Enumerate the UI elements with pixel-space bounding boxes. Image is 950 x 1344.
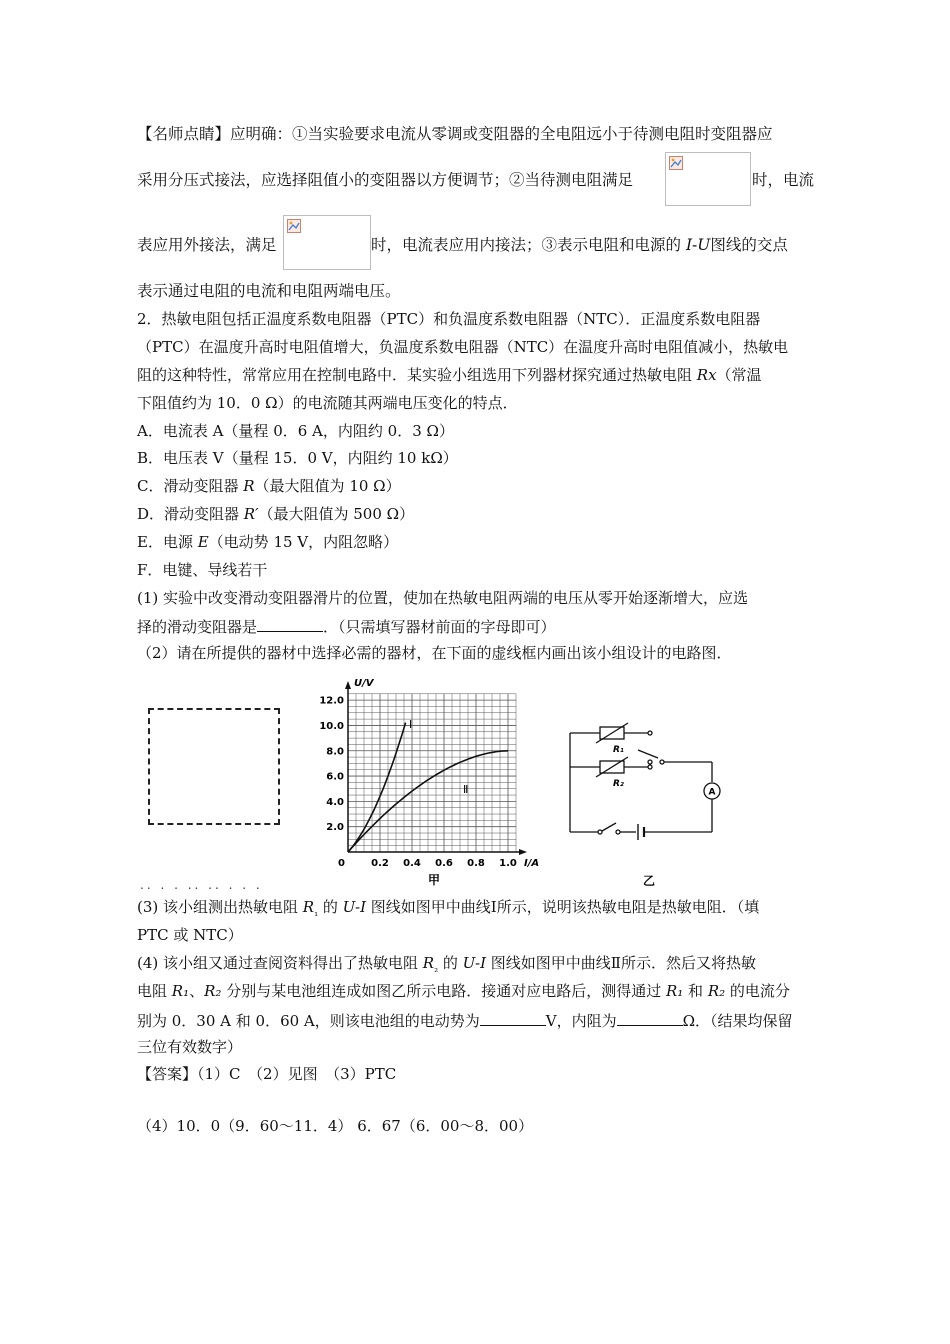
y-axis-label: U/V — [354, 678, 374, 689]
x-tick-label: 0.8 — [467, 858, 485, 869]
answer-blank-1[interactable] — [257, 615, 323, 632]
option-f: F．电键、导线若干 — [137, 561, 268, 579]
formula-image-2 — [283, 215, 371, 270]
broken-image-icon — [287, 219, 301, 233]
y-tick-label: 4.0 — [326, 796, 344, 808]
dashed-drawing-box[interactable] — [148, 708, 280, 825]
sub-question-1-line-2: 择的滑动变阻器是 ．（只需填写器材前面的字母即可） — [137, 615, 556, 637]
answer-blank-emf[interactable] — [480, 1009, 546, 1026]
answer-line-2: （4）10．0（9．60～11．4） 6．67（6．00～8．00） — [137, 1117, 534, 1135]
x-axis-label: I/A — [524, 858, 540, 869]
answer-line-1: 【答案】（1）C （2）见图 （3）PTC — [137, 1065, 397, 1083]
circuit-caption: 乙 — [643, 874, 656, 888]
circuit-diagram — [560, 720, 730, 892]
origin-label: 0 — [338, 858, 345, 869]
question-line-1: 2．热敏电阻包括正温度系数电阻器（PTC）和负温度系数电阻器（NTC）．正温度系数电阻器 — [137, 310, 761, 328]
y-tick-label: 10.0 — [319, 720, 344, 732]
selector-switch — [648, 760, 652, 764]
option-c: C．滑动变阻器 R（最大阻值为 10 Ω） — [137, 477, 401, 495]
curve-2-label: Ⅱ — [463, 783, 469, 796]
x-tick-label: 1.0 — [499, 858, 517, 869]
note-line-2: 采用分压式接法，应选择阻值小的变阻器以方便调节；②当待测电阻满足 — [137, 171, 634, 189]
question-line-2: （PTC）在温度升高时电阻值增大，负温度系数电阻器（NTC）在温度升高时电阻值减小，热敏电 — [137, 338, 789, 356]
main-switch — [598, 830, 602, 834]
note-line-2-tail: 时，电流 — [752, 171, 815, 189]
note-line-3: 表应用外接法，满足 — [137, 236, 277, 254]
ammeter-label: A — [708, 787, 716, 798]
y-tick-label: 12.0 — [319, 695, 344, 707]
y-axis-arrow — [345, 681, 351, 689]
sub-question-4-line-2: 电阻 R₁、R₂ 分别与某电池组连成如图乙所示电路．接通对应电路后，测得通过 R₁ 和 R₂ 的电流分 — [137, 982, 790, 1000]
option-d: D．滑动变阻器 R′（最大阻值为 500 Ω） — [137, 505, 415, 523]
x-tick-label: 0.4 — [403, 858, 421, 869]
sub-question-3-line-1: (3) 该小组测出热敏电阻 $R_{_1}$ 的 U-I 图线如图甲中曲线Ⅰ所示，说明该热敏电阻是热敏电阻．（填 — [137, 898, 760, 919]
dot-marks: .. . . .. .. . . . — [140, 878, 263, 892]
formula-image-1 — [665, 152, 751, 206]
sub-question-4-line-4: 三位有效数字） — [137, 1038, 243, 1056]
x-tick-label: 0.6 — [435, 858, 453, 869]
x-tick-label: 0.2 — [371, 858, 389, 869]
broken-image-icon — [669, 156, 683, 170]
answer-blank-resistance[interactable] — [617, 1009, 683, 1026]
sub-question-4-line-3: 别为 0．30 A 和 0．60 A，则该电池组的电动势为 V，内阻为 Ω．（结果均保留 — [137, 1009, 793, 1031]
sub-question-4-line-1: (4) 该小组又通过查阅资料得出了热敏电阻 $R_{_2}$ 的 U-I 图线如图甲中曲线Ⅱ所示．然后又将热敏 — [137, 954, 756, 975]
question-line-4: 下阻值约为 10．0 Ω）的电流随其两端电压变化的特点． — [137, 394, 518, 412]
note-line-1: 【名师点睛】应明确：①当实验要求电流从零调或变阻器的全电阻远小于待测电阻时变阻器应 — [137, 125, 773, 143]
sub-question-1-line-1: (1) 实验中改变滑动变阻器滑片的位置，使加在热敏电阻两端的电压从零开始逐渐增大，应选 — [137, 589, 749, 607]
graph-caption: 甲 — [428, 873, 441, 887]
curve-1-label: Ⅰ — [409, 718, 413, 731]
graph-grid — [348, 694, 516, 852]
y-tick-label: 6.0 — [326, 771, 344, 783]
x-axis-arrow — [519, 849, 527, 855]
r1-label: R₁ — [613, 745, 624, 755]
sub-question-3-line-2: PTC 或 NTC） — [137, 926, 243, 944]
option-e: E．电源 E（电动势 15 V，内阻忽略） — [137, 533, 399, 551]
y-tick-label: 2.0 — [326, 822, 344, 834]
option-b: B．电压表 V（量程 15．0 V，内阻约 10 kΩ） — [137, 449, 458, 467]
note-line-3-tail: 时，电流表应用内接法；③表示电阻和电源的 I-U图线的交点 — [371, 236, 788, 254]
ui-graph — [300, 670, 550, 892]
note-line-4: 表示通过电阻的电流和电阻两端电压。 — [137, 282, 401, 300]
option-a: A．电流表 A（量程 0．6 A，内阻约 0．3 Ω） — [137, 422, 454, 440]
y-tick-label: 8.0 — [326, 746, 344, 758]
r2-label: R₂ — [613, 779, 624, 789]
question-line-3: 阻的这种特性，常常应用在控制电路中．某实验小组选用下列器材探究通过热敏电阻 Rx（常温 — [137, 366, 762, 384]
curve-1 — [348, 723, 406, 852]
sub-question-2: （2）请在所提供的器材中选择必需的器材，在下面的虚线框内画出该小组设计的电路图． — [137, 644, 732, 662]
